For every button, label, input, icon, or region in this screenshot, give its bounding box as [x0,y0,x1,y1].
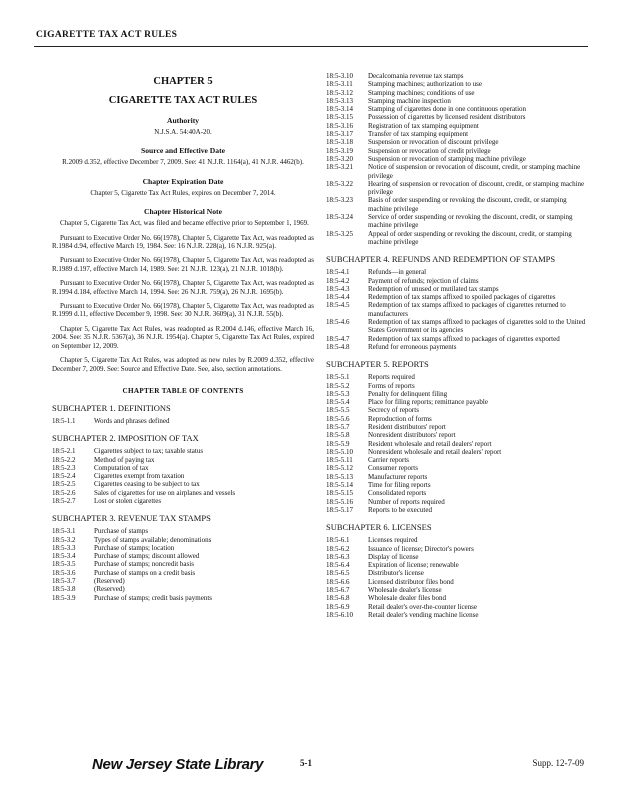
toc-entry [326,464,588,472]
section-number: 18:5-4.1 [326,268,350,277]
expiration-heading: Chapter Expiration Date [142,176,224,186]
section-number: 18:5-3.25 [326,229,354,238]
section-number: 18:5-3.12 [326,88,354,97]
toc-entry [52,472,314,480]
section-title: Purchase of stamps; noncredit basis [94,560,194,569]
toc-entry [326,594,588,602]
section-number: 18:5-4.2 [326,276,350,285]
toc-entry [326,382,588,390]
toc-entry [326,473,588,481]
authority-text: N.J.S.A. 54:40A-20. [154,128,212,136]
section-title: Computation of tax [94,463,149,472]
toc-entry [326,440,588,448]
toc-entry [326,122,588,130]
toc-entry [326,72,588,80]
section-title: Redemption of tax stamps affixed to packages of cigarettes returned to manufacturers [368,301,566,318]
section-title: Reproduction of forms [368,414,432,423]
section-number: 18:5-2.1 [52,447,76,456]
toc-entry [326,230,588,247]
header-rule [34,46,588,47]
section-title: Method of paying tax [94,455,155,464]
section-title: Redemption of tax stamps affixed to packages of cigarettes exported [368,334,560,343]
toc-entry [52,480,314,488]
section-number: 18:5-6.8 [326,594,350,603]
toc-entry [52,569,314,577]
toc-entry [326,163,588,180]
section-title: Retail dealer's over-the-counter license [368,602,477,611]
toc-entry [326,130,588,138]
section-title: Decalcomania revenue tax stamps [368,72,464,80]
section-number: 18:5-3.24 [326,213,354,222]
toc-entry [326,97,588,105]
history-paragraph: Pursuant to Executive Order No. 66(1978), Chapter 5, Cigarette Tax Act, was readopted as R.1989 d.197, effective March 14, 1989. See: 21 N.J.R. 123(a), 21 N.J.R. 1018(b). [52,256,314,273]
subchapter-heading: SUBCHAPTER 3. REVENUE TAX STAMPS [52,513,211,524]
toc-entry [326,318,588,335]
section-title: Words and phrases defined [94,416,170,425]
toc-entry [326,180,588,197]
toc-entry [326,415,588,423]
section-number: 18:5-3.23 [326,196,354,205]
toc-entry [52,536,314,544]
section-title: Resident wholesale and retail dealers' report [368,439,492,448]
section-number: 18:5-6.9 [326,602,350,611]
history-paragraph: Chapter 5, Cigarette Tax Act, was filed and became effective prior to September 1, 1969. [60,219,309,228]
section-number: 18:5-5.1 [326,373,350,382]
section-number: 18:5-3.5 [52,560,76,569]
supplement-date: Supp. 12-7-09 [532,758,584,768]
section-number: 18:5-3.16 [326,121,354,130]
section-title: Stamping machines; conditions of use [368,88,475,97]
toc-entry [326,545,588,553]
section-number: 18:5-6.7 [326,586,350,595]
section-number: 18:5-5.11 [326,456,353,465]
section-title: Resident distributors' report [368,422,446,431]
toc-entry [326,586,588,594]
section-title: Cigarettes ceasing to be subject to tax [94,480,200,489]
page-number: 5-1 [300,758,312,768]
history-paragraph: Pursuant to Executive Order No. 66(1978), Chapter 5, Cigarette Tax Act, was readopted as R.1999 d.11, effective December 9, 1998. See: 30 N.J.R. 3609(a), 31 N.J.R. 55(b). [52,302,314,319]
toc-entry [326,603,588,611]
section-title: Forms of reports [368,381,415,390]
section-title: Place for filing reports; remittance payable [368,398,488,407]
toc-entry [52,552,314,560]
toc-entry [52,577,314,585]
section-title: Retail dealer's vending machine license [368,610,479,619]
toc-entry [52,489,314,497]
section-number: 18:5-5.13 [326,472,354,481]
section-number: 18:5-5.12 [326,464,354,473]
section-title: Purchase of stamps; discount allowed [94,552,200,561]
toc-entry [326,398,588,406]
toc-entry [326,536,588,544]
section-number: 18:5-5.17 [326,505,354,514]
toc-entry [326,105,588,113]
section-number: 18:5-2.2 [52,455,76,464]
library-stamp: New Jersey State Library [92,756,264,773]
section-title: (Reserved) [94,577,125,586]
chapter-number: CHAPTER 5 [153,76,213,87]
section-title: Carrier reports [368,456,410,465]
section-number: 18:5-4.4 [326,293,350,302]
section-title: Stamping of cigarettes done in one continuous operation [368,105,527,114]
section-number: 18:5-3.8 [52,585,76,594]
section-number: 18:5-3.18 [326,138,354,147]
section-number: 18:5-5.16 [326,497,354,506]
section-title: Time for filing reports [368,481,431,490]
section-number: 18:5-5.5 [326,406,350,415]
toc-entry [326,489,588,497]
toc-entry [326,561,588,569]
section-number: 18:5-4.8 [326,342,350,351]
section-title: Suspension or revocation of credit privilege [368,146,491,155]
section-number: 18:5-2.6 [52,488,76,497]
section-number: 18:5-3.9 [52,593,76,602]
toc-entry [326,213,588,230]
section-title: Purchase of stamps; location [94,543,175,552]
source-heading: Source and Effective Date [140,146,225,156]
toc-entry [326,301,588,318]
section-number: 18:5-5.6 [326,414,350,423]
section-title: Sales of cigarettes for use on airplanes and vessels [94,488,236,497]
section-title: Possession of cigarettes by licensed resident distributors [368,113,526,122]
section-title: Stamping machine inspection [368,96,451,105]
section-title: Hearing of suspension or revocation of discount, credit, or stamping machine privilege [368,179,585,197]
subchapter-heading: SUBCHAPTER 4. REFUNDS AND REDEMPTION OF STAMPS [326,254,556,265]
running-header: CIGARETTE TAX ACT RULES [36,30,178,40]
chapter-title: CIGARETTE TAX ACT RULES [108,95,258,106]
section-number: 18:5-3.14 [326,105,354,114]
toc-entry [326,578,588,586]
section-number: 18:5-6.5 [326,569,350,578]
section-title: Manufacturer reports [368,472,428,481]
section-number: 18:5-1.1 [52,416,76,425]
section-title: Redemption of tax stamps affixed to packages of cigarettes sold to the United States Government or its agencies [368,318,586,335]
toc-entry [326,343,588,351]
section-number: 18:5-5.10 [326,447,354,456]
section-title: Lost or stolen cigarettes [94,496,162,505]
section-title: Refund for erroneous payments [368,342,457,351]
toc-entry [326,448,588,456]
section-number: 18:5-3.2 [52,535,76,544]
subchapter-heading: SUBCHAPTER 2. IMPOSITION OF TAX [52,433,199,444]
section-number: 18:5-5.4 [326,398,350,407]
section-title: Purchase of stamps; credit basis payments [94,593,213,602]
toc-entry [326,390,588,398]
section-title: Basis of order suspending or revoking the discount, credit, or stamping machine privilege [368,196,567,213]
section-title: Wholesale dealer's license [368,586,442,595]
section-title: Payment of refunds; rejection of claims [368,276,479,285]
section-number: 18:5-3.15 [326,113,354,122]
section-number: 18:5-3.7 [52,577,76,586]
toc-entry [326,80,588,88]
section-title: Purchase of stamps [94,527,149,536]
section-title: Cigarettes subject to tax; taxable status [94,447,204,456]
toc-entry [326,147,588,155]
section-number: 18:5-5.2 [326,381,350,390]
section-title: Nonresident wholesale and retail dealers' report [368,447,502,456]
section-number: 18:5-5.7 [326,422,350,431]
section-number: 18:5-2.3 [52,463,76,472]
toc-entry [326,335,588,343]
section-number: 18:5-4.7 [326,334,350,343]
section-number: 18:5-5.8 [326,431,350,440]
toc-entry [326,611,588,619]
section-number: 18:5-3.10 [326,72,354,80]
right-column [326,72,588,619]
toc-entry [326,293,588,301]
section-title: Secrecy of reports [368,406,419,415]
toc-entry [52,497,314,505]
toc-entry [326,196,588,213]
toc-entry [52,447,314,455]
subchapter-heading: SUBCHAPTER 1. DEFINITIONS [52,402,171,413]
section-number: 18:5-2.4 [52,472,76,481]
section-title: Wholesale dealer files bond [368,594,446,603]
toc-entry [52,560,314,568]
section-title: Number of reports required [368,497,445,506]
section-number: 18:5-6.4 [326,561,350,570]
toc-entry [326,456,588,464]
section-title: Nonresident distributors' report [368,431,456,440]
section-title: Types of stamps available; denominations [94,535,212,544]
section-title: Redemption of unused or mutilated tax stamps [368,284,499,293]
section-number: 18:5-3.20 [326,154,354,163]
section-title: Appeal of order suspending or revoking the discount, credit, or stamping machine privilege [368,229,572,246]
section-title: Redemption of tax stamps affixed to spoiled packages of cigarettes [368,293,556,302]
section-title: Transfer of tax stamping equipment [368,130,469,139]
section-number: 18:5-5.15 [326,489,354,498]
section-title: (Reserved) [94,585,125,594]
section-title: Notice of suspension or revocation of discount, credit, or stamping machine privilege [368,163,581,180]
history-paragraph: Chapter 5, Cigarette Tax Act Rules, was adopted as new rules by R.2009 d.352, effective December 7, 2009. See: Source and Effective Date. See, also, section annotations. [52,356,314,373]
history-paragraph: Chapter 5, Cigarette Tax Act Rules, was readopted as R.2004 d.146, effective March 16, 2004. See: 35 N.J.R. 5367(a), 36 N.J.R. 1954(a). Chapter 5, Cigarette Tax Act Rules, expired on September 12, 2009. [52,324,314,350]
history-paragraph: Pursuant to Executive Order No. 66(1978), Chapter 5, Cigarette Tax Act, was readopted as R.1994 d.184, effective March 14, 1994. See: 26 N.J.R. 759(a), 26 N.J.R. 1695(b). [52,279,314,296]
section-number: 18:5-6.10 [326,610,354,619]
section-title: Stamping machines; authorization to use [368,80,482,89]
section-title: Expiration of license; renewable [368,561,459,570]
section-number: 18:5-4.5 [326,301,350,310]
section-title: Refunds—in general [368,268,427,277]
toc-entry [326,285,588,293]
section-number: 18:5-6.2 [326,544,350,553]
toc-entry [52,544,314,552]
left-column [52,72,314,602]
section-number: 18:5-2.7 [52,496,76,505]
section-title: Reports to be executed [368,505,432,514]
section-number: 18:5-3.13 [326,96,354,105]
section-number: 18:5-5.14 [326,481,354,490]
toc-entry [52,594,314,602]
toc-entry [326,431,588,439]
toc-entry [326,155,588,163]
section-number: 18:5-3.11 [326,80,353,89]
section-number: 18:5-6.3 [326,552,350,561]
section-number: 18:5-3.1 [52,527,76,536]
toc-entry [326,138,588,146]
section-title: Penalty for delinquent filing [368,389,448,398]
toc-entry [52,585,314,593]
section-title: Licensed distributor files bond [368,577,454,586]
history-paragraph: Pursuant to Executive Order No. 66(1978), Chapter 5, Cigarette Tax Act, was readopted as R.1984 d.94, effective March 19, 1984. See: 16 N.J.R. 228(a), 16 N.J.R. 925(a). [52,233,314,251]
history-heading: Chapter Historical Note [144,207,222,217]
section-number: 18:5-3.22 [326,179,354,188]
toc-left [52,403,314,602]
toc-right [326,72,588,619]
section-number: 18:5-3.21 [326,163,354,172]
section-number: 18:5-3.3 [52,543,76,552]
subchapter-heading: SUBCHAPTER 6. LICENSES [326,522,432,533]
toc-entry [326,406,588,414]
section-title: Issuance of license; Director's powers [368,544,474,553]
section-title: Suspension or revocation of stamping machine privilege [368,154,526,163]
section-title: Suspension or revocation of discount privilege [368,138,499,147]
subchapter-heading: SUBCHAPTER 5. REPORTS [326,359,429,370]
section-number: 18:5-6.1 [326,536,350,545]
section-number: 18:5-2.5 [52,480,76,489]
toc-entry [326,423,588,431]
toc-entry [52,417,314,425]
toc-entry [326,498,588,506]
section-title: Distributor's license [368,569,424,578]
toc-entry [326,553,588,561]
section-number: 18:5-3.19 [326,146,354,155]
section-title: Consumer reports [368,464,418,473]
section-title: Cigarettes exempt from taxation [94,472,185,481]
section-title: Registration of tax stamping equipment [368,121,479,130]
section-number: 18:5-4.3 [326,284,350,293]
source-text: R.2009 d.352, effective December 7, 2009. See: 41 N.J.R. 1164(a), 41 N.J.R. 4462(b). [62,158,304,167]
section-title: Purchase of stamps on a credit basis [94,568,196,577]
section-title: Reports required [368,373,415,382]
section-number: 18:5-3.4 [52,552,76,561]
section-title: Display of license [368,552,419,561]
toc-entry [326,89,588,97]
toc-entry [326,481,588,489]
section-title: Service of order suspending or revoking the discount, credit, or stamping machine privilege [368,213,573,230]
toc-entry [326,277,588,285]
section-number: 18:5-3.6 [52,568,76,577]
toc-entry [52,456,314,464]
toc-entry [326,569,588,577]
toc-entry [326,113,588,121]
section-number: 18:5-3.17 [326,130,354,139]
toc-entry [326,268,588,276]
section-number: 18:5-5.9 [326,439,350,448]
section-title: Licenses required [368,536,418,545]
toc-entry [326,506,588,514]
toc-entry [52,464,314,472]
authority-heading: Authority [166,116,200,125]
toc-entry [326,373,588,381]
toc-title: CHAPTER TABLE OF CONTENTS [122,386,244,395]
section-number: 18:5-5.3 [326,389,350,398]
toc-entry [52,527,314,535]
section-number: 18:5-4.6 [326,318,350,327]
section-number: 18:5-6.6 [326,577,350,586]
section-title: Consolidated reports [368,489,427,498]
expiration-text: Chapter 5, Cigarette Tax Act Rules, expires on December 7, 2014. [90,188,276,197]
